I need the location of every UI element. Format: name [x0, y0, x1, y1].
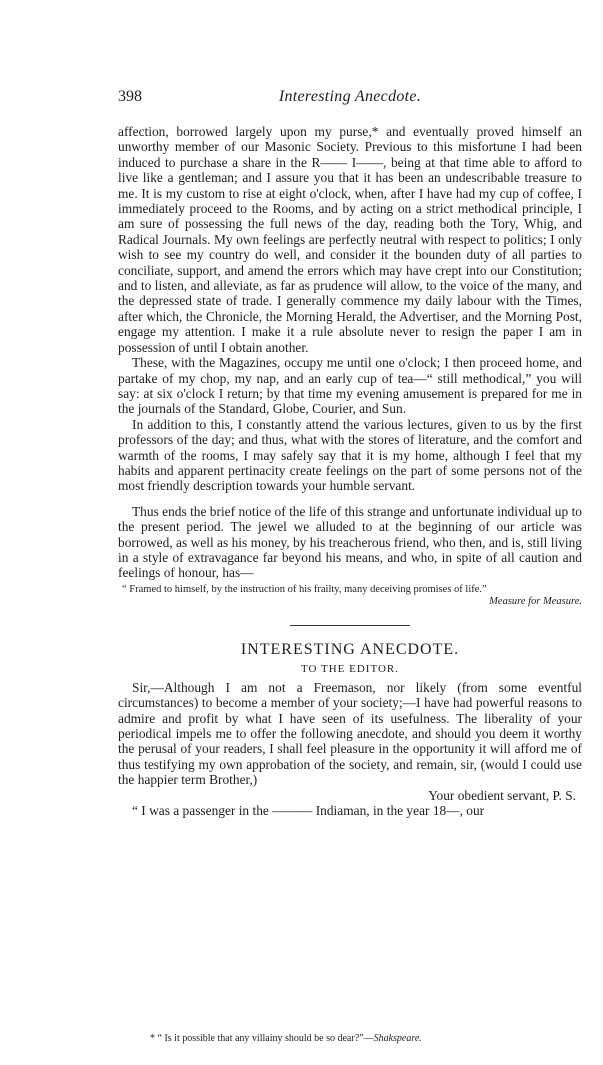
paragraph: affection, borrowed largely upon my purse,* and eventually proved himself an unworthy member of our Masonic Society. Previous to this misfortune I had been induced to purchase a share in the R—— I——, being at that time able to afford to live like a gentleman; and I assure you that it has been an undescribable treasure to me. It is my custom to rise at eight o'clock, when, after I have had my cup of coffee, I immediately proceed to the Rooms, and by acting on a strict methodical principle, I am sure of possessing the full news of the day, reading both the Tory, Whig, and Radical Journals. My own feelings are perfectly neutral with respect to politics; I only wish to see my country do well, and consider it the bounden duty of all parties to conciliate, support, and amend the errors which may have crept into our Constitution; and to listen, and alleviate, as far as prudence will allow, to the voice of the many, and the depressed state of trade. I generally commence my daily labour with the Times, after which, the Chronicle, the Morning Herald, the Advertiser, and the Morning Post, engage my attention. I make it a rule absolute never to resign the paper I am in possession of until I obtain another.	[118, 124, 582, 355]
page-number: 398	[118, 88, 142, 105]
section-title: INTERESTING ANECDOTE.	[240, 640, 460, 658]
letter-addressee: TO THE EDITOR.	[300, 662, 400, 675]
footnote-source: Shakspeare.	[373, 1033, 422, 1044]
page-body	[118, 124, 582, 818]
paragraph: In addition to this, I constantly attend the various lectures, given to us by the first professors of the day; and thus, what with the stores of literature, and the comfort and warmth of the rooms, I may safely say that it is my home, although I feel that my habits and apparent pertinacity create feelings on the part of some persons not of the most friendly description towards your humble servant.	[118, 416, 582, 494]
paragraph: These, with the Magazines, occupy me until one o'clock; I then proceed home, and partake of my chop, my nap, and an early cup of tea—“ still methodical,” you will say: at six o'clock I return; by that time my evening amusement is prepared for me in the journals of the Standard, Globe, Courier, and Sun.	[118, 355, 582, 417]
footnote-text: * “ Is it possible that any villainy should be so dear?”—	[150, 1033, 374, 1044]
paragraph: Thus ends the brief notice of the life of this strange and unfortunate individual up to the present period. The jewel we alluded to at the beginning of our article was borrowed, as well as his money, by his treacherous friend, who then, and is, still living in a style of extravagance far beyond his means, and who, in spite of all caution and feelings of honour, has—	[118, 503, 582, 581]
letter-signature: Your obedient servant, P. S.	[428, 787, 576, 803]
story-opening: “ I was a passenger in the ——— Indiaman, in the year 18—, our	[132, 803, 485, 819]
quotation: “ Framed to himself, by the instruction of his frailty, many deceiving promises of life.”	[122, 583, 487, 595]
letter-body: Sir,—Although I am not a Freemason, nor likely (from some eventful circumstances) to become a member of your society;—I have had powerful reasons to admire and profit by what I have seen of its usefulness. The liberality of your periodical impels me to offer the following anecdote, and should you deem it worthy the perusal of your readers, I shall feel pleasure in the opportunity it will afford me of thus testifying my own approbation of the society, and remain, sir, (would I could use the happier term Brother,)	[118, 679, 582, 788]
page-header	[118, 88, 582, 110]
running-title: Interesting Anecdote.	[278, 88, 422, 105]
section-divider	[290, 625, 410, 626]
quotation-source: Measure for Measure.	[489, 596, 582, 608]
footnote	[150, 1033, 570, 1045]
